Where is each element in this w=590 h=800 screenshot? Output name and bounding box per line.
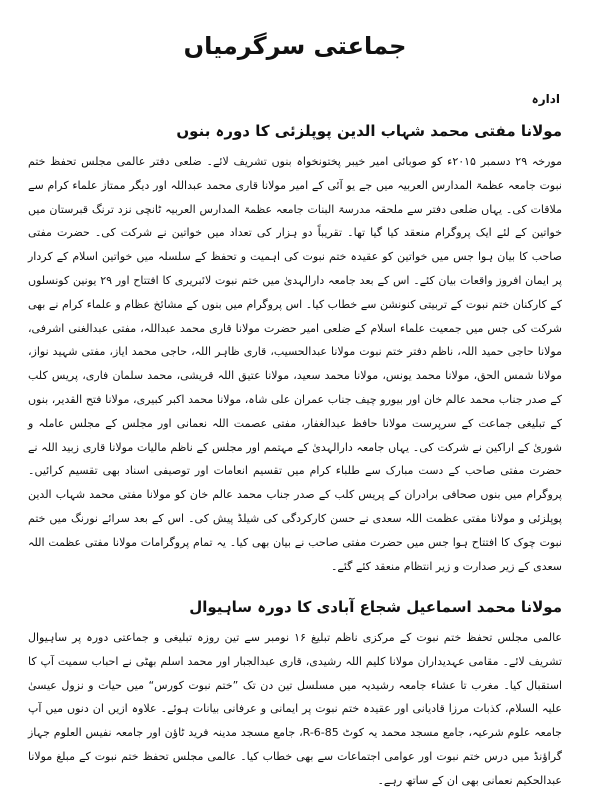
section-heading-sahiwal: مولانا محمد اسماعیل شجاع آبادی کا دورہ ساہیوال: [189, 598, 562, 616]
section-heading-bannu: مولانا مفتی محمد شہاب الدین پوپلزئی کا دورہ بنوں: [176, 122, 562, 140]
section-body-bannu: مورخہ ۲۹ دسمبر ۲۰۱۵ء کو صوبائی امیر خیبر پختونخواہ بنوں تشریف لائے۔ ضلعی دفتر عالمی مجلس تحفظ ختم نبوت جامعہ عظمۃ المدارس العربیہ میں جے یو آئی کے امیر مولانا قاری محمد عبداللہ اور دیگر ممتاز علماء کرام سے ملاقات کی۔ یہاں ضلعی دفتر سے ملحقہ مدرسۃ البنات جامعہ عظمۃ المدارس العربیہ ٹانچی نزد ترنگ قبرستان میں خواتین کے لئے ایک پروگرام منعقد کیا گیا تھا۔ تقریباً دو ہزار کی تعداد میں خواتین نے شرکت کی۔ حضرت مفتی صاحب کا بیان ہوا جس میں خواتین کو عقیدہ ختم نبوت کی اہمیت و تحفظ کے سلسلہ میں خواتین اسلام کے کردار پر ایمان افروز واقعات بیان کئے۔ اس کے بعد جامعہ دارالہدیٰ میں ختم نبوت لائبریری کا افتتاح اور ۲۹ یونین کونسلوں کے کارکنان ختم نبوت کے تربیتی کنونشن سے خطاب کیا۔ اس پروگرام میں بنوں کے مشائخ عظام و علماء کرام نے بھی شرکت کی جس میں جمعیت علماء اسلام کے ضلعی امیر حضرت مولانا قاری محمد عبداللہ، مفتی عبدالغنی اشرفی، مولانا حاجی حمید اللہ، ناظم دفتر ختم نبوت مولانا عبدالحسیب، قاری ظاہر اللہ، حاجی محمد ایاز، مفتی شہید نواز، مولانا شمس الحق، مولانا محمد یونس، مولانا محمد سعید، مولانا عتیق اللہ قریشی، محمد سلمان فاری، پریس کلب کے صدر جناب محمد عالم خان اور بیورو چیف جناب عمران علی شاہ، مولانا محمد اکبر کبیری، مولانا فتح القدیر، بنوں کے تبلیغی جماعت کے سرپرست مولانا حافظ عبدالغفار، مفتی عصمت اللہ نعمانی اور مجلس کے مجلس عاملہ و شوریٰ کے اراکین نے شرکت کی۔ یہاں جامعہ دارالہدیٰ کے مہتمم اور مجلس کے ناظم مالیات مولانا قاری زبید اللہ نے حضرت مفتی صاحب کے دست مبارک سے طلباء کرام میں تقسیم انعامات اور توصیفی اسناد بھی تقسیم کرائیں۔ پروگرام میں بنوں صحافی برادران کے پریس کلب کے صدر جناب محمد عالم خان کو مولانا مفتی محمد شہاب الدین پوپلزئی و مولانا مفتی عظمت اللہ سعدی نے حسن کارکردگی کی شیلڈ پیش کی۔ اس کے بعد سرائے نورنگ میں ختم نبوت چوک کا افتتاح ہوا جس میں حضرت مفتی صاحب نے بیان بھی کیا۔ یہ تمام پروگرامات مولانا مفتی عظمت اللہ سعدی کے زیر صدارت و زیر انتظام منعقد کئے گئے۔: [28, 155, 562, 573]
page-title: جماعتی سرگرمیاں: [183, 32, 407, 60]
section-body-sahiwal: عالمی مجلس تحفظ ختم نبوت کے مرکزی ناظم تبلیغ ۱۶ نومبر سے تین روزہ تبلیغی و جماعتی دورہ پر ساہیوال تشریف لائے۔ مقامی عہدیداران مولانا کلیم اللہ رشیدی، قاری عبدالجبار اور محمد اسلم بھٹی نے احباب سمیت آپ کا استقبال کیا۔ مغرب تا عشاء جامعہ رشیدیہ میں مسلسل تین دن تک ”ختم نبوت کورس“ میں حیات و نزول عیسیٰ علیہ السلام، کذبات مرزا قادیانی اور عقیدہ ختم نبوت پر ایمانی و عرفانی بیانات ہوئے۔ علاوہ ازیں ان دنوں میں آپ جامعہ علوم شرعیہ، جامع مسجد محمد یہ کوٹ R-6-85، جامع مسجد مدینہ فرید ٹاؤن اور جامعہ نفیس العلوم جہاز گراؤنڈ میں درس ختم نبوت اور عوامی اجتماعات سے بھی خطاب کیا۔ عالمی مجلس تحفظ ختم نبوت کے مبلغ مولانا عبدالحکیم نعمانی بھی ان کے ساتھ رہے۔: [28, 631, 562, 787]
byline: ادارہ: [531, 92, 560, 106]
